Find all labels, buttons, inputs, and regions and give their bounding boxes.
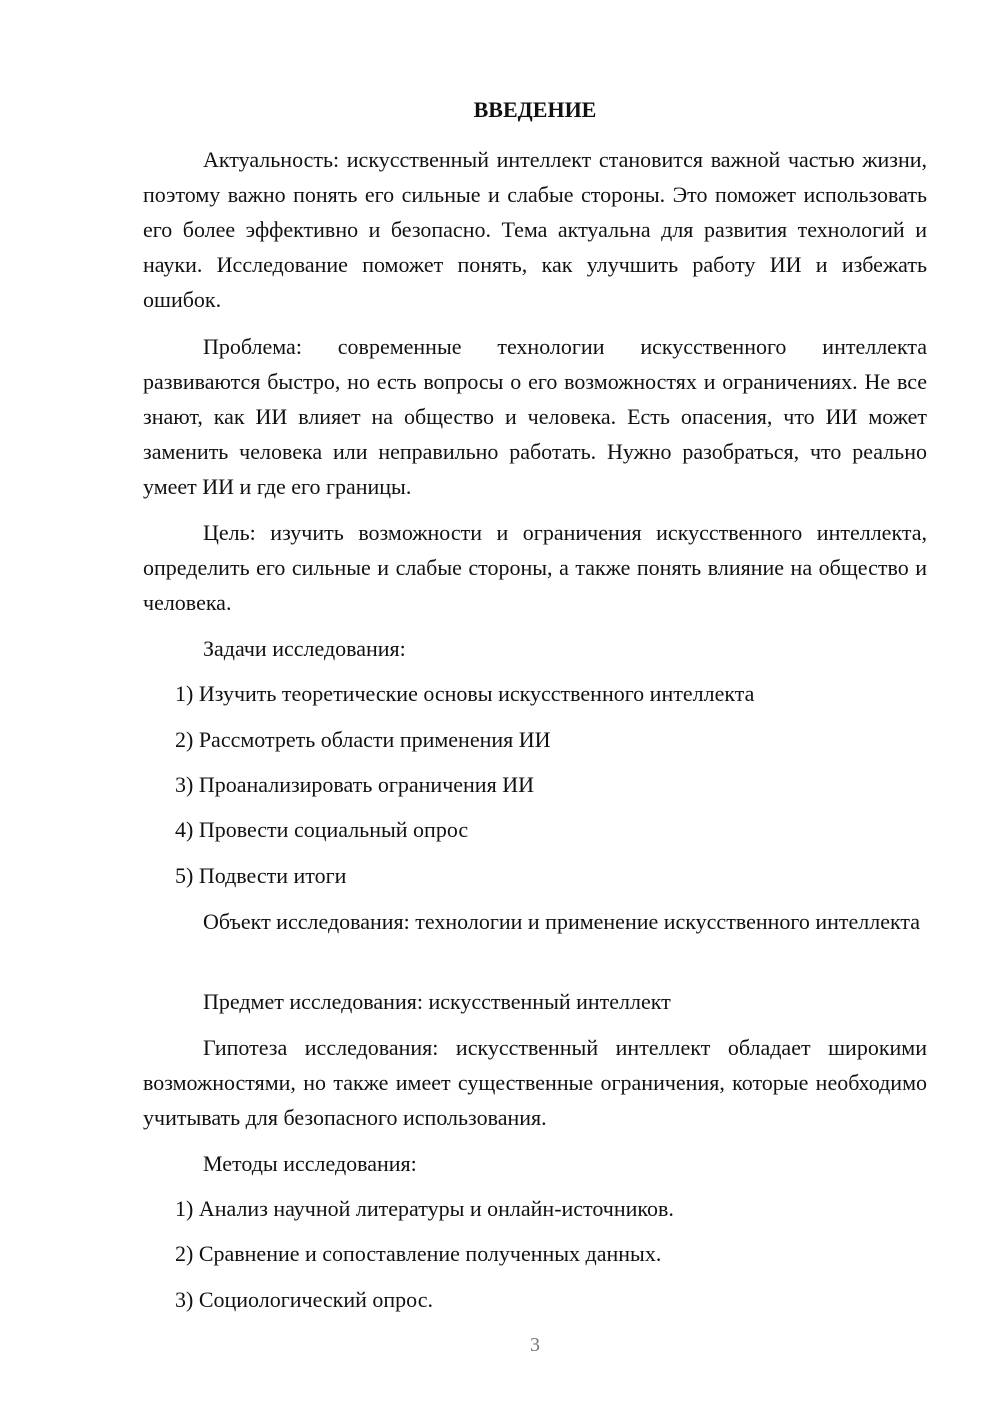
task-item: 4) Провести социальный опрос xyxy=(175,817,469,842)
tasks-heading: Задачи исследования: xyxy=(203,636,406,661)
relevance-paragraph: Актуальность: искусственный интеллект становится важной частью жизни, поэтому важно понять его сильные и слабые стороны. Это поможет использовать его более эффективно и безопасно. Тема актуальна для развития технологий и науки. Исследование поможет понять, как улучшить работу ИИ и избежать ошибок. xyxy=(143,147,927,312)
method-item: 1) Анализ научной литературы и онлайн-источников. xyxy=(175,1196,674,1221)
task-item: 2) Рассмотреть области применения ИИ xyxy=(175,727,551,752)
page-title: ВВЕДЕНИЕ xyxy=(473,97,597,122)
task-item: 1) Изучить теоретические основы искусственного интеллекта xyxy=(175,681,755,706)
problem-paragraph: Проблема: современные технологии искусственного интеллекта развиваются быстро, но есть вопросы о его возможностях и ограничениях. Не все знают, как ИИ влияет на общество и человека. Есть опасения, что ИИ может заменить человека или неправильно работать. Нужно разобраться, что реально умеет ИИ и где его границы. xyxy=(143,334,927,499)
method-item: 2) Сравнение и сопоставление полученных данных. xyxy=(175,1241,662,1266)
hypothesis-paragraph: Гипотеза исследования: искусственный интеллект обладает широкими возможностями, но также имеет существенные ограничения, которые необходимо учитывать для безопасного использования. xyxy=(143,1035,927,1130)
object-paragraph: Объект исследования: технологии и применение искусственного интеллекта xyxy=(203,909,921,934)
goal-paragraph: Цель: изучить возможности и ограничения искусственного интеллекта, определить его сильные и слабые стороны, а также понять влияние на общество и человека. xyxy=(143,520,927,615)
subject-paragraph: Предмет исследования: искусственный интеллект xyxy=(203,989,671,1014)
task-item: 3) Проанализировать ограничения ИИ xyxy=(175,772,534,797)
methods-heading: Методы исследования: xyxy=(203,1151,417,1176)
task-item: 5) Подвести итоги xyxy=(175,863,347,888)
method-item: 3) Социологический опрос. xyxy=(175,1287,433,1312)
page-number: 3 xyxy=(530,1334,540,1356)
